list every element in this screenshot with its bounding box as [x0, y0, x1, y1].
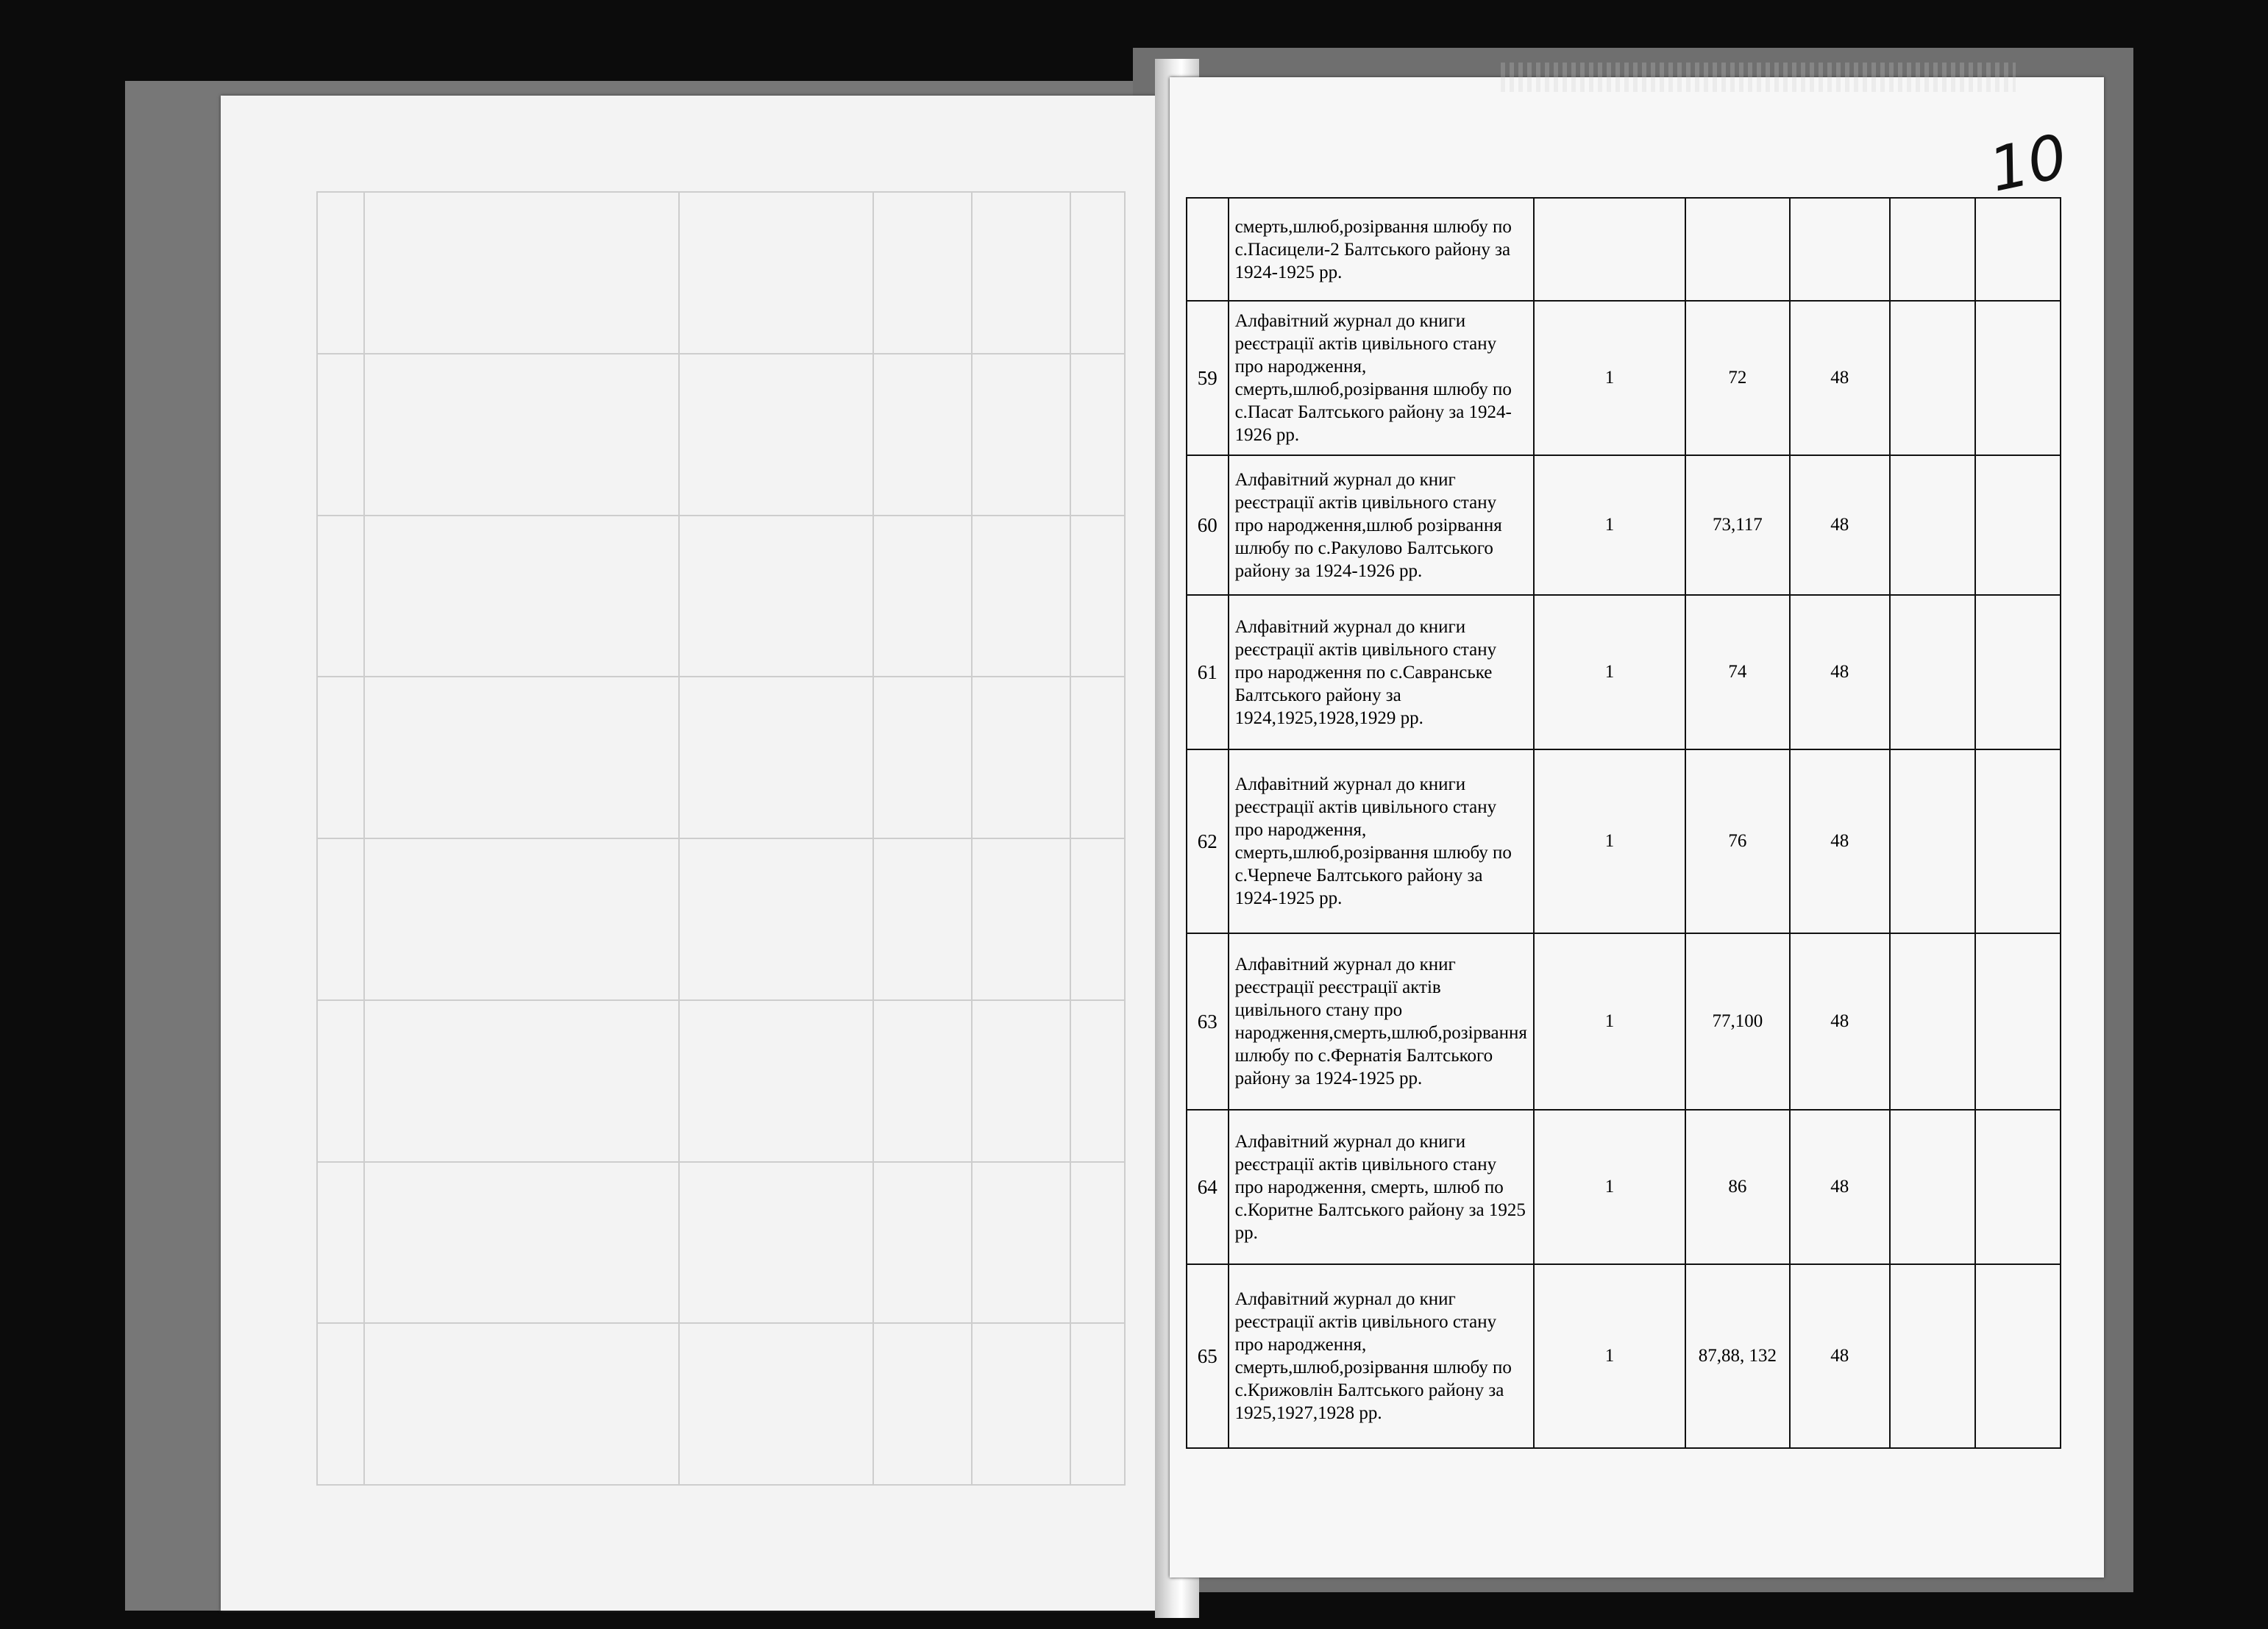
row-count: 1 — [1534, 1264, 1685, 1448]
row-notes — [1975, 933, 2061, 1110]
row-notes — [1975, 198, 2061, 301]
row-storage-term: 48 — [1790, 455, 1891, 595]
row-pages: 77,100 — [1685, 933, 1789, 1110]
row-count: 1 — [1534, 595, 1685, 749]
table-row — [1187, 301, 2061, 455]
table-row — [1187, 933, 2061, 1110]
table-row — [1187, 198, 2061, 301]
register-table — [1186, 197, 2061, 1449]
row-number: 60 — [1187, 455, 1229, 595]
row-number: 63 — [1187, 933, 1229, 1110]
table-row — [1187, 1110, 2061, 1264]
row-description: смерть,шлюб,розірвання шлюбу по с.Пасицели-2 Балтського району за 1924-1925 рр. — [1229, 198, 1534, 301]
row-empty-cell — [1890, 933, 1975, 1110]
row-number: 61 — [1187, 595, 1229, 749]
row-description: Алфавітний журнал до книги реєстрації актів цивільного стану про народження, смерть, шлюб по с.Коритне Балтського району за 1925 рр. — [1229, 1110, 1534, 1264]
row-empty-cell — [1890, 198, 1975, 301]
row-pages: 74 — [1685, 595, 1789, 749]
row-notes — [1975, 1110, 2061, 1264]
table-row — [1187, 455, 2061, 595]
row-empty-cell — [1890, 455, 1975, 595]
row-pages — [1685, 198, 1789, 301]
row-storage-term: 48 — [1790, 1264, 1891, 1448]
row-description: Алфавітний журнал до книг реєстрації актів цивільного стану про народження,шлюб розірвання шлюбу по с.Ракулово Балтського району за 1924-1926 рр. — [1229, 455, 1534, 595]
bleed-through-table — [316, 191, 1126, 1486]
row-pages: 76 — [1685, 749, 1789, 933]
row-notes — [1975, 749, 2061, 933]
row-storage-term: 48 — [1790, 933, 1891, 1110]
row-count — [1534, 198, 1685, 301]
row-storage-term — [1790, 198, 1891, 301]
row-description: Алфавітний журнал до книг реєстрації актів цивільного стану про народження, смерть,шлюб,розірвання шлюбу по с.Крижовлін Балтського району за 1925,1927,1928 рр. — [1229, 1264, 1534, 1448]
row-pages: 87,88, 132 — [1685, 1264, 1789, 1448]
row-empty-cell — [1890, 749, 1975, 933]
row-description: Алфавітний журнал до книги реєстрації актів цивільного стану про народження, смерть,шлюб,розірвання шлюбу по с.Черneче Балтського району за 1924-1925 рр. — [1229, 749, 1534, 933]
paper-edge — [1501, 63, 2016, 92]
table-row — [1187, 749, 2061, 933]
row-pages: 86 — [1685, 1110, 1789, 1264]
row-number — [1187, 198, 1229, 301]
row-empty-cell — [1890, 301, 1975, 455]
row-number: 59 — [1187, 301, 1229, 455]
table-row — [1187, 1264, 2061, 1448]
handwritten-page-number: 10 — [1983, 121, 2074, 206]
row-storage-term: 48 — [1790, 749, 1891, 933]
row-notes — [1975, 595, 2061, 749]
row-number: 62 — [1187, 749, 1229, 933]
row-count: 1 — [1534, 455, 1685, 595]
row-storage-term: 48 — [1790, 301, 1891, 455]
row-storage-term: 48 — [1790, 1110, 1891, 1264]
row-count: 1 — [1534, 1110, 1685, 1264]
row-pages: 73,117 — [1685, 455, 1789, 595]
row-empty-cell — [1890, 1110, 1975, 1264]
row-number: 65 — [1187, 1264, 1229, 1448]
row-storage-term: 48 — [1790, 595, 1891, 749]
row-description: Алфавітний журнал до книги реєстрації актів цивільного стану про народження, смерть,шлюб,розірвання шлюбу по с.Пасат Балтського району за 1924-1926 рр. — [1229, 301, 1534, 455]
row-empty-cell — [1890, 595, 1975, 749]
row-pages: 72 — [1685, 301, 1789, 455]
row-notes — [1975, 1264, 2061, 1448]
row-count: 1 — [1534, 749, 1685, 933]
row-count: 1 — [1534, 301, 1685, 455]
row-notes — [1975, 455, 2061, 595]
row-count: 1 — [1534, 933, 1685, 1110]
row-empty-cell — [1890, 1264, 1975, 1448]
table-row — [1187, 595, 2061, 749]
row-notes — [1975, 301, 2061, 455]
row-description: Алфавітний журнал до книги реєстрації актів цивільного стану про народження по с.Савранське Балтського району за 1924,1925,1928,1929 рр. — [1229, 595, 1534, 749]
row-description: Алфавітний журнал до книг реєстрації реєстрації актів цивільного стану про народження,смерть,шлюб,розірвання шлюбу по с.Фернатія Балтського району за 1924-1925 рр. — [1229, 933, 1534, 1110]
row-number: 64 — [1187, 1110, 1229, 1264]
